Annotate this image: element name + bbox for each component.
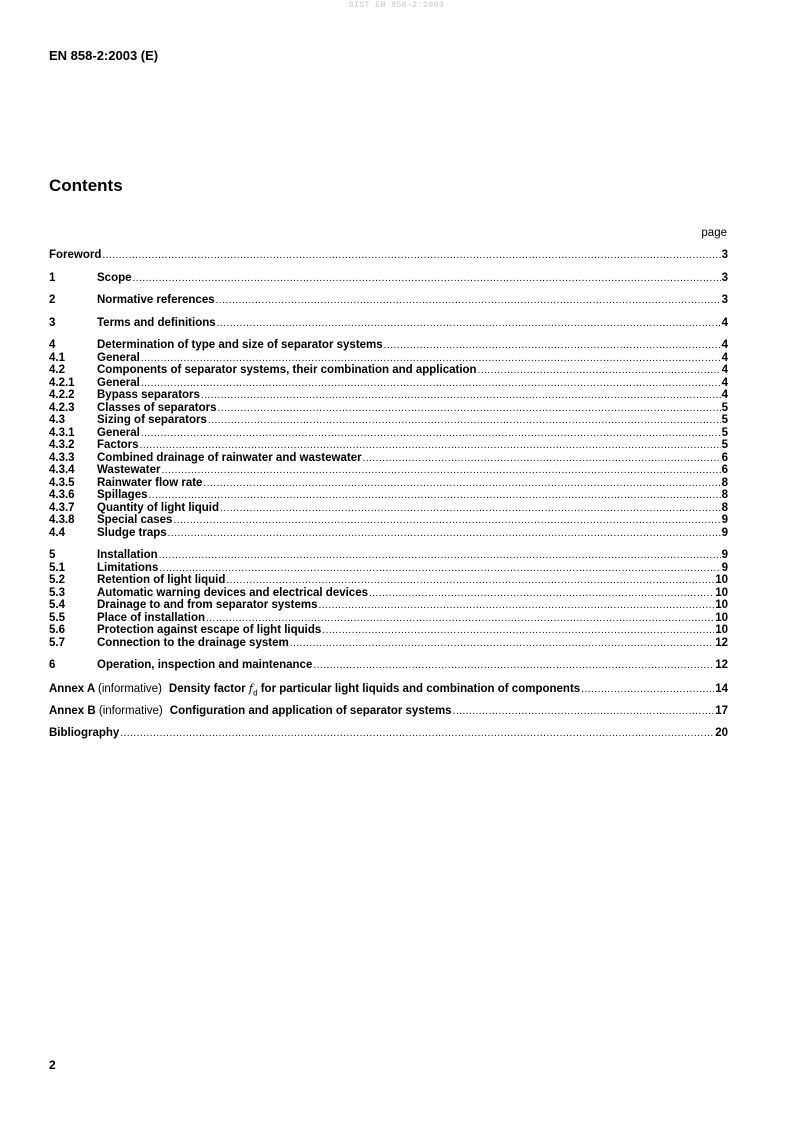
toc-entry-4-3-7[interactable]	[49, 502, 728, 515]
toc-entry-page: 8	[721, 476, 728, 489]
annex-letter: Annex A	[49, 682, 95, 695]
dot-leader	[149, 490, 721, 503]
toc-entry-3[interactable]	[49, 317, 728, 330]
toc-entry-page: 10	[715, 574, 728, 586]
toc-entry-title: Foreword	[49, 249, 102, 261]
toc-entry-title: Limitations	[97, 561, 159, 574]
toc-entry-page: 6	[721, 451, 728, 464]
toc-entry-number: 5.7	[49, 636, 65, 649]
toc-entry-title: Terms and definitions	[97, 316, 216, 329]
toc-entry-number: 2	[49, 294, 56, 306]
toc-entry-4-3-8[interactable]	[49, 514, 728, 527]
toc-entry-title: Bypass separators	[97, 389, 200, 401]
toc-entry-page: 9	[721, 561, 728, 574]
toc-entry-title: General	[97, 426, 140, 439]
annex-kind: (informative)	[98, 682, 162, 695]
dot-leader	[363, 453, 721, 466]
toc-entry-5-6[interactable]	[49, 624, 728, 637]
dot-leader	[369, 588, 714, 601]
table-of-contents	[49, 249, 728, 739]
toc-entry-annex-a[interactable]	[49, 681, 728, 695]
toc-entry-page: 12	[715, 659, 728, 671]
toc-entry-number: 4.3.7	[49, 501, 75, 514]
annex-letter: Annex B	[49, 704, 96, 717]
toc-entry-page: 20	[715, 726, 728, 739]
toc-entry-5-7[interactable]	[49, 637, 728, 650]
dot-leader	[141, 428, 721, 441]
toc-entry-page: 5	[721, 414, 728, 426]
toc-entry-5-2[interactable]	[49, 574, 728, 587]
toc-entry-number: 4.3.3	[49, 451, 75, 464]
toc-entry-number: 4.3.6	[49, 489, 75, 501]
toc-entry-page: 17	[715, 704, 728, 717]
toc-entry-4-4[interactable]	[49, 527, 728, 540]
dot-leader	[159, 550, 721, 563]
dot-leader	[478, 365, 721, 378]
toc-entry-5-4[interactable]	[49, 599, 728, 612]
toc-entry-title: Operation, inspection and maintenance	[97, 659, 313, 671]
dot-leader	[162, 465, 721, 478]
toc-entry-page: 3	[721, 294, 728, 306]
toc-entry-title: Installation	[97, 549, 158, 561]
contents-title: Contents	[49, 176, 123, 195]
toc-entry-page: 10	[715, 624, 728, 636]
toc-entry-number: 4.3.1	[49, 426, 75, 439]
toc-entry-title: Sizing of separators	[97, 414, 207, 426]
annex-label	[49, 704, 163, 718]
toc-entry-4-3-1[interactable]	[49, 427, 728, 440]
annex-kind: (informative)	[98, 704, 163, 717]
toc-entry-page: 4	[721, 389, 728, 401]
dot-leader	[133, 273, 721, 286]
toc-entry-title: Quantity of light liquid	[97, 501, 220, 514]
toc-entry-number: 5.3	[49, 586, 65, 599]
toc-entry-title: Factors	[97, 439, 139, 451]
toc-entry-title: Determination of type and size of separator systems	[97, 339, 383, 351]
toc-entry-4-2-1[interactable]	[49, 377, 728, 390]
toc-entry-page: 14	[715, 682, 728, 695]
toc-entry-page: 4	[721, 316, 728, 329]
dot-leader	[453, 705, 715, 719]
toc-entry-title: General	[97, 351, 140, 364]
dot-leader	[203, 478, 720, 491]
toc-entry-number: 5	[49, 549, 56, 561]
toc-entry-title: Rainwater flow rate	[97, 476, 203, 489]
toc-entry-page: 5	[721, 439, 728, 451]
toc-entry-title: General	[97, 376, 140, 389]
toc-entry-page: 9	[721, 549, 728, 561]
toc-entry-number: 6	[49, 659, 56, 671]
toc-entry-number: 4.3.8	[49, 514, 75, 526]
toc-entry-title: Wastewater	[97, 464, 161, 476]
toc-entry-number: 4.2.2	[49, 389, 75, 401]
toc-entry-4-3-5[interactable]	[49, 477, 728, 490]
toc-entry-number: 4.3	[49, 414, 65, 426]
dot-leader	[581, 683, 714, 697]
dot-leader	[216, 295, 721, 308]
toc-entry-5-3[interactable]	[49, 587, 728, 600]
toc-entry-number: 3	[49, 316, 56, 329]
toc-entry-bibliography[interactable]	[49, 727, 728, 740]
toc-entry-title: Place of installation	[97, 611, 205, 624]
toc-entry-page: 4	[721, 364, 728, 376]
toc-entry-number: 4.2.3	[49, 401, 75, 414]
toc-entry-page: 3	[721, 249, 728, 261]
dot-leader	[217, 318, 721, 331]
annex-title-end: for particular light liquids and combination of components	[260, 682, 581, 695]
toc-entry-4-3-2[interactable]	[49, 439, 728, 452]
toc-entry-page: 3	[721, 271, 728, 284]
toc-entry-page: 12	[715, 636, 728, 649]
toc-entry-number: 4.4	[49, 526, 65, 539]
toc-entry-page: 4	[721, 351, 728, 364]
toc-entry-2[interactable]	[49, 294, 728, 307]
dot-leader	[173, 515, 720, 528]
toc-entry-title: Drainage to and from separator systems	[97, 599, 318, 611]
dot-leader	[141, 378, 721, 391]
dot-leader	[168, 528, 721, 541]
dot-leader	[322, 625, 714, 638]
toc-entry-number: 5.6	[49, 624, 65, 636]
dot-leader	[218, 403, 721, 416]
dot-leader	[201, 390, 721, 403]
density-factor-letter: f	[248, 680, 254, 695]
toc-entry-number: 5.5	[49, 611, 65, 624]
toc-entry-title: Special cases	[97, 514, 173, 526]
toc-entry-number: 5.1	[49, 561, 65, 574]
toc-entry-number: 4.3.2	[49, 439, 75, 451]
toc-entry-4-2-3[interactable]	[49, 402, 728, 415]
dot-leader	[384, 340, 721, 353]
toc-entry-4[interactable]	[49, 339, 728, 352]
toc-entry-page: 10	[715, 599, 728, 611]
toc-entry-5-5[interactable]	[49, 612, 728, 625]
density-factor-subscript: d	[253, 687, 258, 697]
toc-entry-4-1[interactable]	[49, 352, 728, 365]
toc-entry-title: Components of separator systems, their combination and application	[97, 364, 477, 376]
toc-entry-number: 5.4	[49, 599, 65, 611]
toc-entry-page: 6	[721, 464, 728, 476]
toc-entry-number: 5.2	[49, 574, 65, 586]
toc-entry-4-2-2[interactable]	[49, 389, 728, 402]
toc-entry-page: 4	[721, 339, 728, 351]
toc-entry-page: 4	[721, 376, 728, 389]
dot-leader	[220, 503, 721, 516]
toc-entry-4-3-3[interactable]	[49, 452, 728, 465]
toc-entry-annex-b[interactable]	[49, 704, 728, 718]
toc-entry-4-3-6[interactable]	[49, 489, 728, 502]
dot-leader	[159, 563, 720, 576]
toc-entry-title: Scope	[97, 271, 132, 284]
toc-entry-title: Protection against escape of light liquids	[97, 624, 322, 636]
dot-leader	[313, 660, 714, 673]
toc-entry-number: 4.2.1	[49, 376, 75, 389]
toc-entry-6[interactable]	[49, 659, 728, 672]
toc-entry-number: 4.1	[49, 351, 65, 364]
annex-title	[169, 681, 580, 700]
toc-entry-page: 10	[715, 611, 728, 624]
toc-entry-title: Automatic warning devices and electrical devices	[97, 586, 368, 599]
toc-entry-page: 8	[721, 489, 728, 501]
toc-entry-number: 4	[49, 339, 56, 351]
toc-entry-page: 10	[715, 586, 728, 599]
annex-title: Configuration and application of separator systems	[169, 704, 452, 717]
toc-entry-title: Sludge traps	[97, 526, 167, 539]
dot-leader	[319, 600, 715, 613]
toc-entry-title: Bibliography	[49, 726, 120, 739]
toc-entry-page: 9	[721, 526, 728, 539]
watermark: SIST EN 858-2:2003	[348, 1, 445, 10]
toc-entry-5-1[interactable]	[49, 562, 728, 575]
toc-entry-title: Connection to the drainage system	[97, 636, 289, 649]
toc-entry-page: 5	[721, 401, 728, 414]
toc-entry-5[interactable]	[49, 549, 728, 562]
toc-entry-number: 1	[49, 271, 56, 284]
toc-entry-page: 5	[721, 426, 728, 439]
toc-entry-4-2[interactable]	[49, 364, 728, 377]
toc-entry-page: 8	[721, 501, 728, 514]
toc-entry-title: Combined drainage of rainwater and wastewater	[97, 451, 362, 464]
annex-title-start: Density factor	[168, 682, 246, 695]
document-id: EN 858-2:2003 (E)	[49, 48, 159, 63]
toc-entry-title: Normative references	[97, 294, 215, 306]
toc-entry-number: 4.3.4	[49, 464, 75, 476]
dot-leader	[102, 250, 720, 263]
dot-leader	[290, 638, 715, 651]
toc-entry-foreword[interactable]	[49, 249, 728, 262]
toc-entry-4-3-4[interactable]	[49, 464, 728, 477]
toc-entry-4-3[interactable]	[49, 414, 728, 427]
toc-entry-number: 4.3.5	[49, 476, 75, 489]
toc-entry-title: Spillages	[97, 489, 148, 501]
annex-label	[49, 682, 162, 696]
dot-leader	[208, 415, 721, 428]
toc-entry-title: Retention of light liquid	[97, 574, 226, 586]
toc-entry-page: 9	[721, 514, 728, 526]
page-number: 2	[49, 1058, 56, 1072]
page-column-label: page	[701, 227, 727, 239]
density-factor-symbol	[249, 681, 258, 695]
dot-leader	[120, 728, 714, 741]
toc-entry-title: Classes of separators	[97, 401, 217, 414]
toc-entry-number: 4.2	[49, 364, 65, 376]
toc-entry-1[interactable]	[49, 272, 728, 285]
